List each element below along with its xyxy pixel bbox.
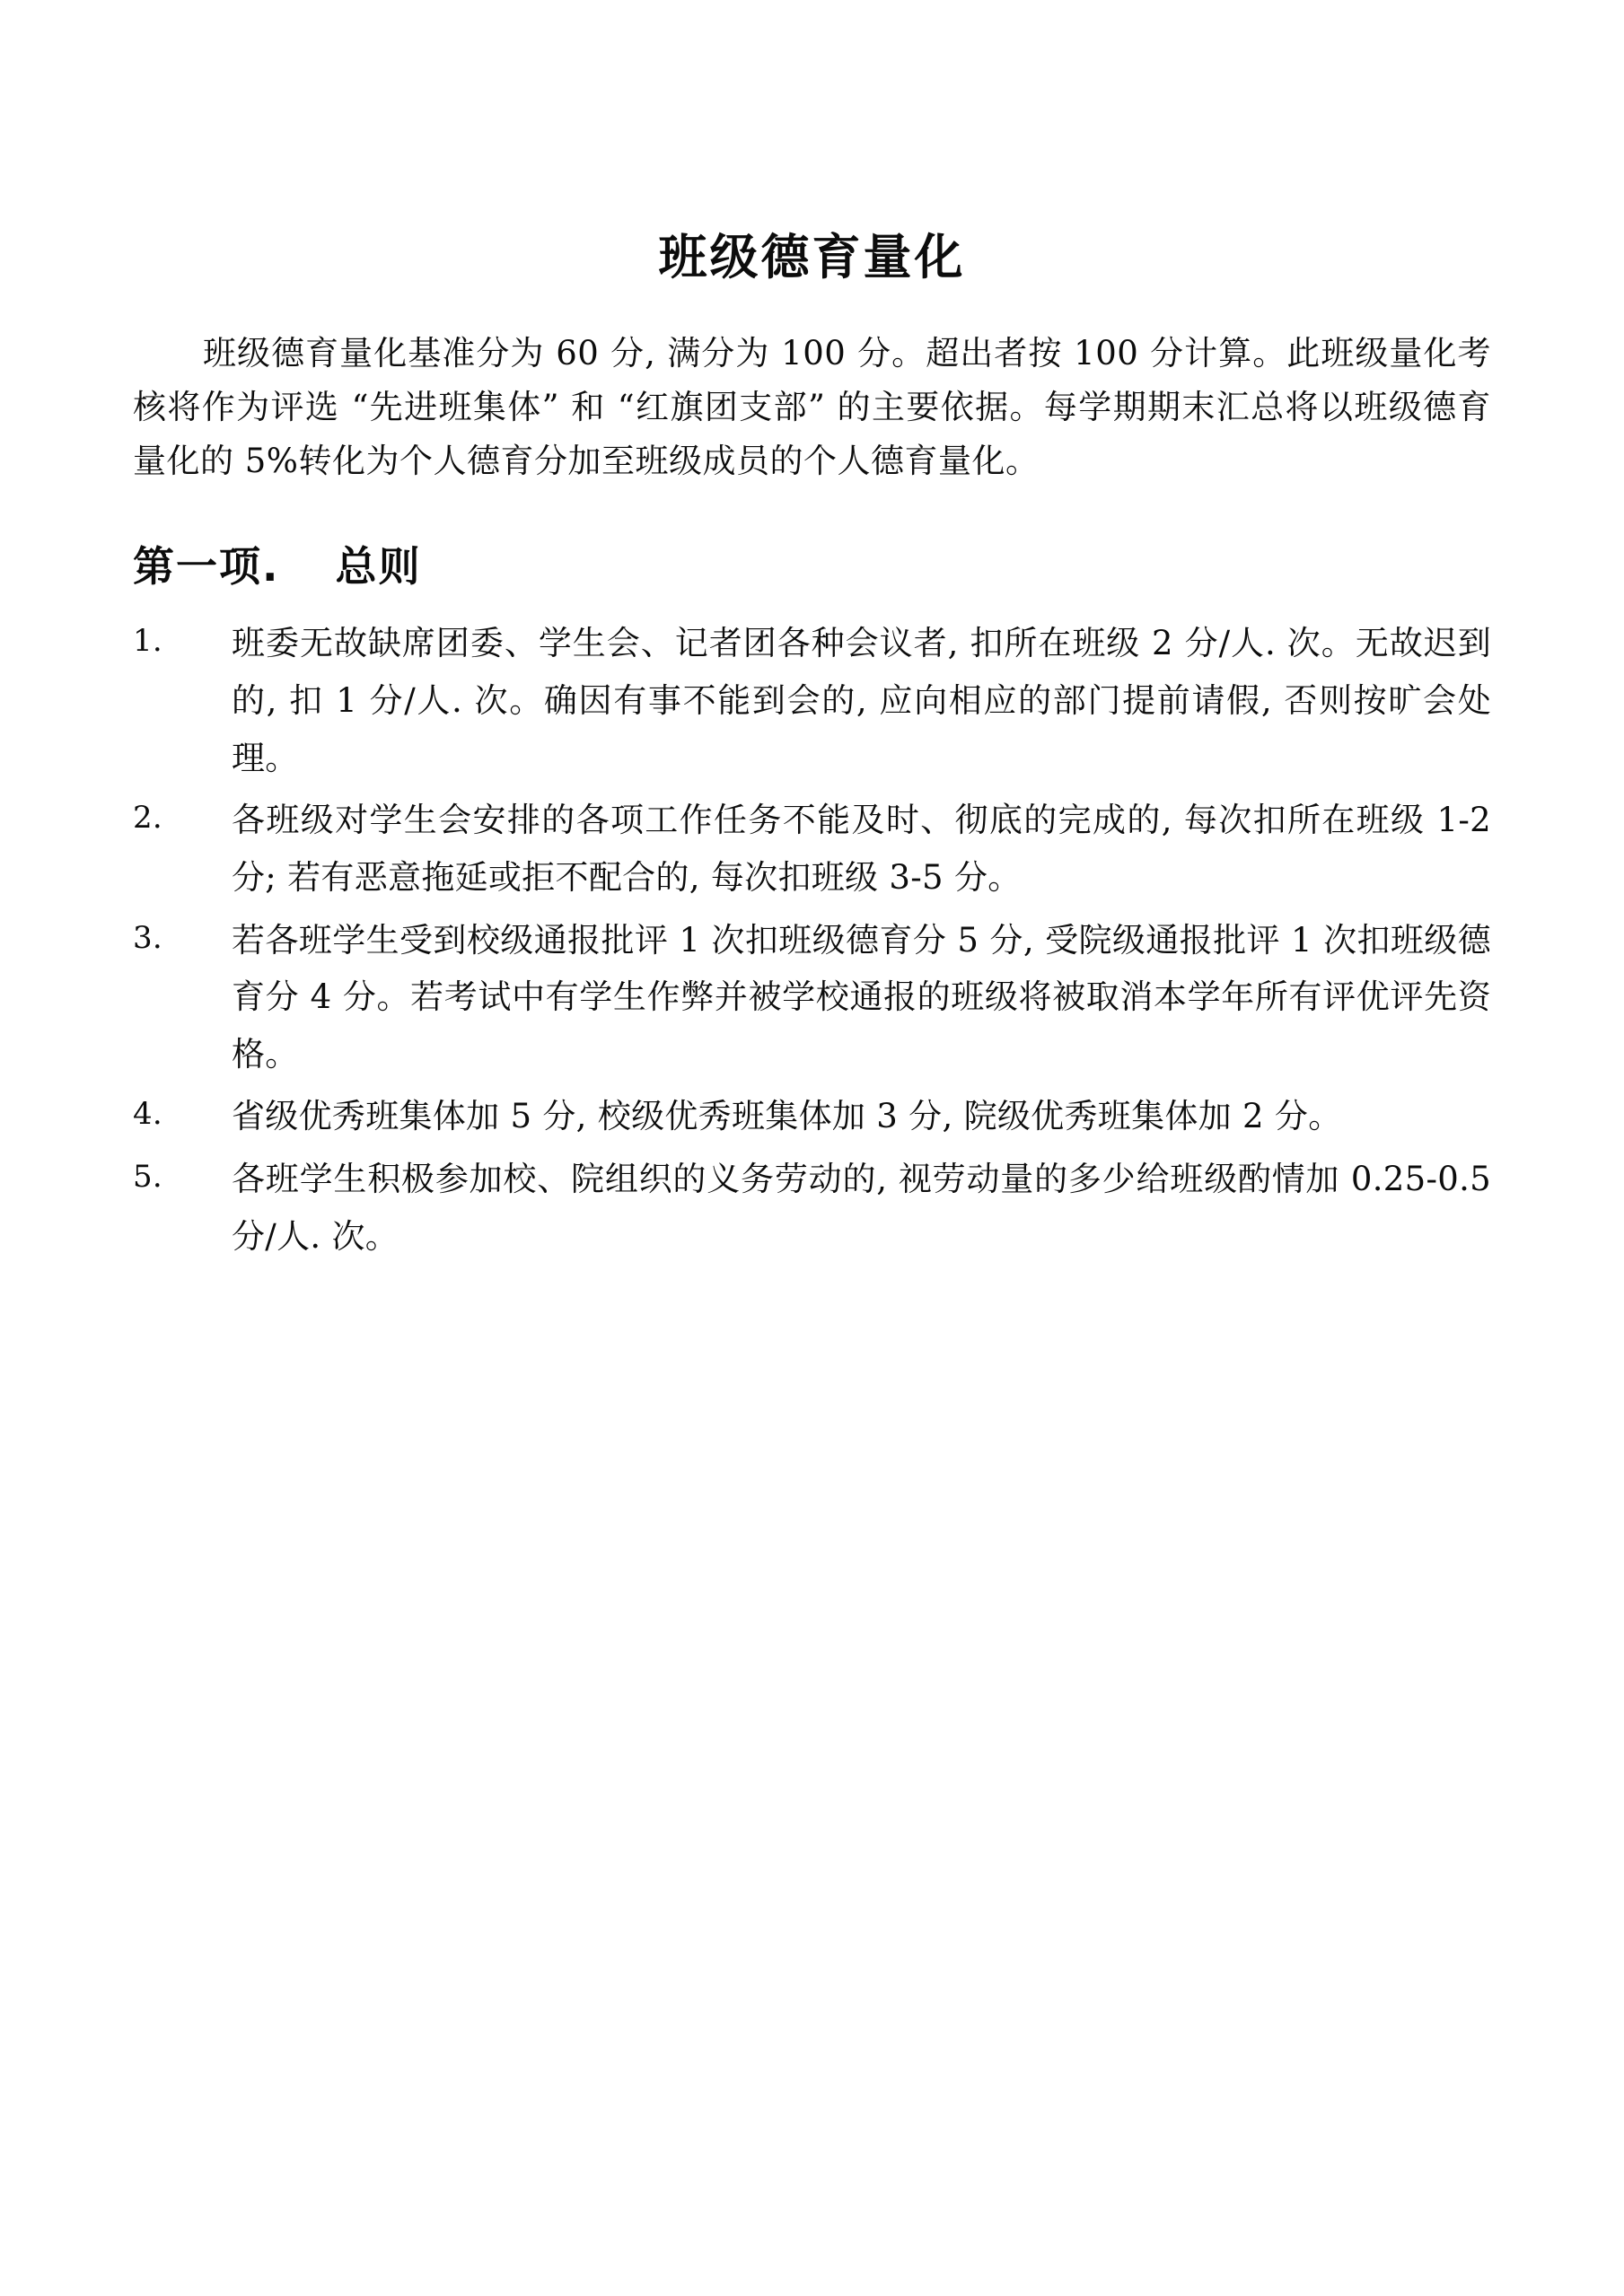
- clause-text: 若各班学生受到校级通报批评 1 次扣班级德育分 5 分, 受院级通报批评 1 次扣班级德育分 4 分。若考试中有学生作弊并被学校通报的班级将被取消本学年所有评优评先资格。: [232, 920, 1491, 1074]
- section-label: 总则: [335, 541, 422, 591]
- clause-number: 5.: [133, 1159, 163, 1196]
- clause-number: 1.: [133, 623, 163, 660]
- list-item: [133, 615, 1491, 786]
- clause-text: 班委无故缺席团委、学生会、记者团各种会议者, 扣所在班级 2 分/人. 次。无故迟到的, 扣 1 分/人. 次。确因有事不能到会的, 应向相应的部门提前请假, 否则按旷会处理。: [232, 624, 1491, 777]
- clause-list: [133, 615, 1491, 1265]
- clause-number: 3.: [133, 919, 163, 956]
- list-item: [133, 1088, 1491, 1145]
- list-item: [133, 792, 1491, 906]
- section-number: 第一项.: [133, 541, 280, 591]
- page-title: 班级德育量化: [658, 229, 966, 285]
- list-item: [133, 1151, 1491, 1265]
- clause-number: 4.: [133, 1096, 163, 1133]
- clause-text: 各班级对学生会安排的各项工作任务不能及时、彻底的完成的, 每次扣所在班级 1-2 分; 若有恶意拖延或拒不配合的, 每次扣班级 3-5 分。: [232, 801, 1491, 897]
- clause-text: 各班学生积极参加校、院组织的义务劳动的, 视劳动量的多少给班级酌情加 0.25-0.5 分/人. 次。: [232, 1160, 1491, 1256]
- clause-text: 省级优秀班集体加 5 分, 校级优秀班集体加 3 分, 院级优秀班集体加 2 分。: [232, 1097, 1342, 1136]
- list-item: [133, 912, 1491, 1083]
- intro-paragraph: 班级德育量化基准分为 60 分, 满分为 100 分。超出者按 100 分计算。此班级量化考核将作为评选 “先进班集体” 和 “红旗团支部” 的主要依据。每学期期末汇总将以班级德育量化的 5%转化为个人德育分加至班级成员的个人德育量化。: [133, 333, 1491, 480]
- clause-number: 2.: [133, 800, 163, 837]
- section-heading: [133, 540, 1491, 594]
